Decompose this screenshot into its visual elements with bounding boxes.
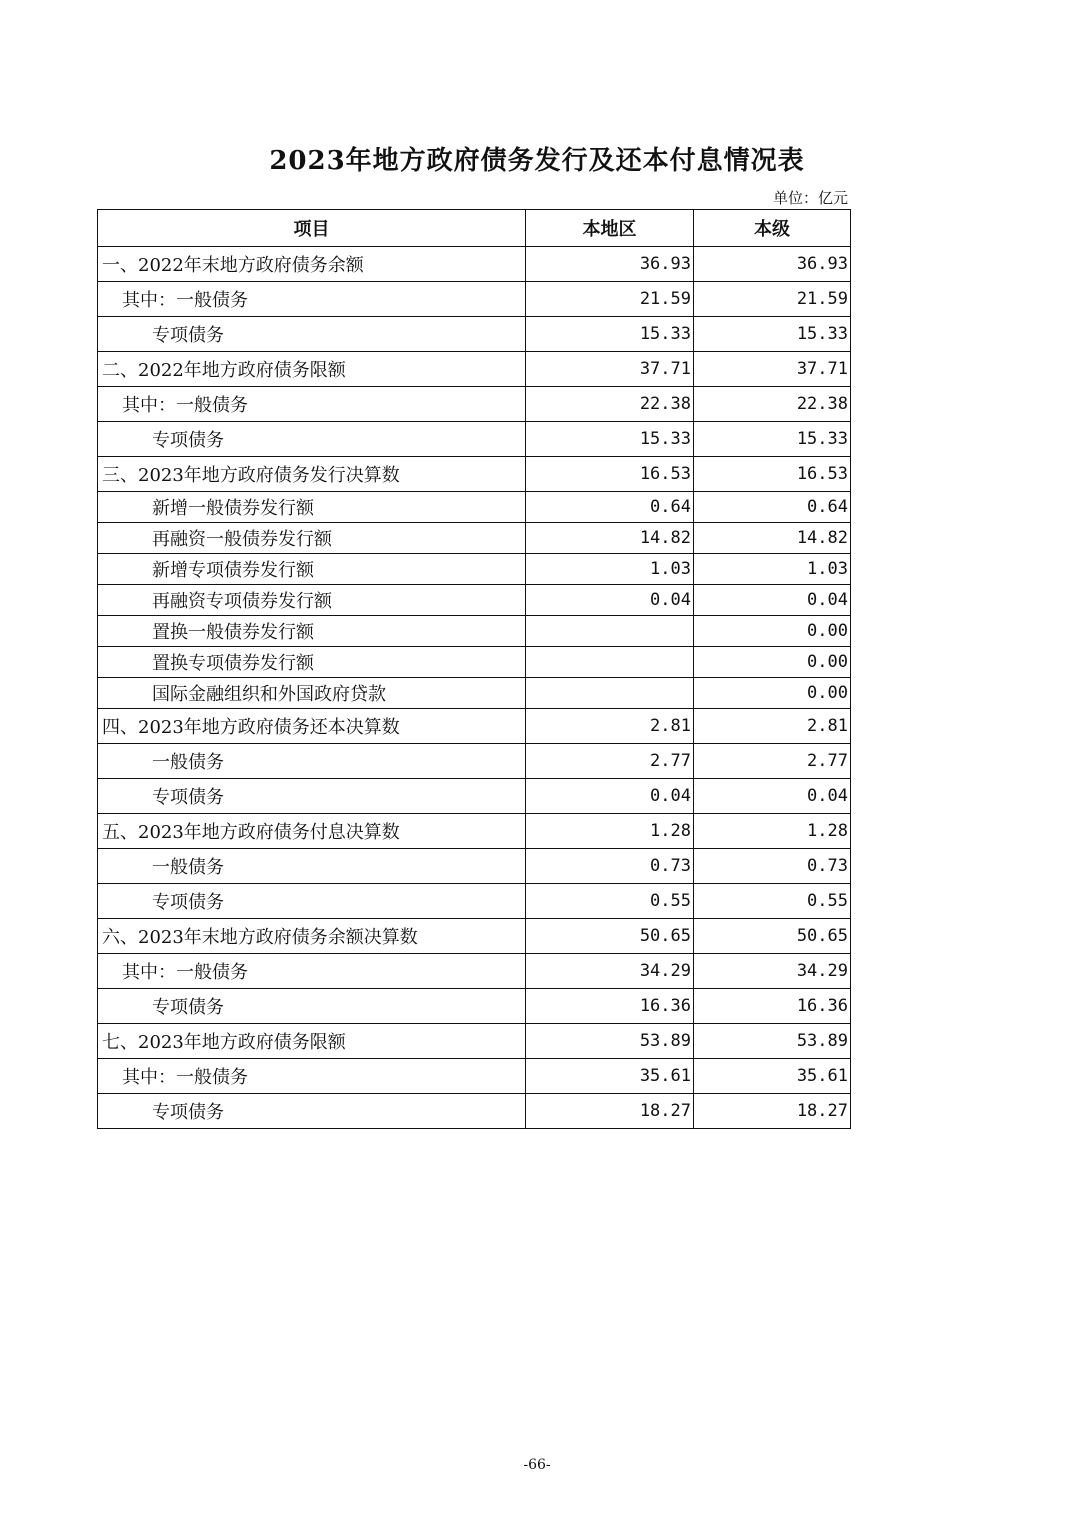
table-row <box>98 744 851 779</box>
table-row <box>98 457 851 492</box>
table-row <box>98 422 851 457</box>
header-item: 项目 <box>98 210 526 247</box>
table-row <box>98 989 851 1024</box>
level-value: 50.65 <box>694 919 851 954</box>
table-row <box>98 554 851 585</box>
row-label: 其中：一般债务 <box>98 387 526 422</box>
region-value: 0.73 <box>526 849 694 884</box>
table-row <box>98 492 851 523</box>
table-row <box>98 387 851 422</box>
level-value: 15.33 <box>694 422 851 457</box>
table-row <box>98 954 851 989</box>
level-value: 35.61 <box>694 1059 851 1094</box>
region-value: 0.64 <box>526 492 694 523</box>
region-value <box>526 616 694 647</box>
row-label: 再融资一般债券发行额 <box>98 523 526 554</box>
row-label: 四、2023年地方政府债务还本决算数 <box>98 709 526 744</box>
row-label: 其中：一般债务 <box>98 282 526 317</box>
row-label: 其中：一般债务 <box>98 1059 526 1094</box>
table-row <box>98 585 851 616</box>
region-value: 16.53 <box>526 457 694 492</box>
level-value: 0.73 <box>694 849 851 884</box>
table-row <box>98 884 851 919</box>
page-number: -66- <box>523 1457 551 1473</box>
level-value: 16.36 <box>694 989 851 1024</box>
table-row <box>98 1059 851 1094</box>
header-region: 本地区 <box>526 210 694 247</box>
region-value: 0.55 <box>526 884 694 919</box>
page-title: 2023年地方政府债务发行及还本付息情况表 <box>269 146 805 176</box>
region-value: 15.33 <box>526 422 694 457</box>
region-value: 1.03 <box>526 554 694 585</box>
level-value: 2.81 <box>694 709 851 744</box>
region-value: 36.93 <box>526 247 694 282</box>
row-label: 五、2023年地方政府债务付息决算数 <box>98 814 526 849</box>
level-value: 2.77 <box>694 744 851 779</box>
header-level: 本级 <box>694 210 851 247</box>
region-value: 53.89 <box>526 1024 694 1059</box>
level-value: 0.00 <box>694 647 851 678</box>
row-label: 专项债务 <box>98 1094 526 1129</box>
table-row <box>98 919 851 954</box>
row-label: 新增一般债券发行额 <box>98 492 526 523</box>
level-value: 37.71 <box>694 352 851 387</box>
region-value: 18.27 <box>526 1094 694 1129</box>
level-value: 0.64 <box>694 492 851 523</box>
level-value: 22.38 <box>694 387 851 422</box>
unit-label: 单位：亿元 <box>772 189 848 207</box>
debt-table <box>97 209 851 1129</box>
table-row <box>98 616 851 647</box>
region-value: 21.59 <box>526 282 694 317</box>
region-value: 2.81 <box>526 709 694 744</box>
region-value: 50.65 <box>526 919 694 954</box>
row-label: 专项债务 <box>98 779 526 814</box>
table-row <box>98 247 851 282</box>
table-row <box>98 647 851 678</box>
table-row <box>98 352 851 387</box>
level-value: 0.00 <box>694 616 851 647</box>
level-value: 36.93 <box>694 247 851 282</box>
level-value: 1.03 <box>694 554 851 585</box>
region-value: 15.33 <box>526 317 694 352</box>
row-label: 七、2023年地方政府债务限额 <box>98 1024 526 1059</box>
table-row <box>98 523 851 554</box>
region-value: 34.29 <box>526 954 694 989</box>
row-label: 其中：一般债务 <box>98 954 526 989</box>
table-row <box>98 779 851 814</box>
level-value: 16.53 <box>694 457 851 492</box>
row-label: 国际金融组织和外国政府贷款 <box>98 678 526 709</box>
row-label: 新增专项债券发行额 <box>98 554 526 585</box>
table-row <box>98 1094 851 1129</box>
level-value: 53.89 <box>694 1024 851 1059</box>
region-value: 0.04 <box>526 585 694 616</box>
row-label: 专项债务 <box>98 989 526 1024</box>
region-value <box>526 647 694 678</box>
row-label: 三、2023年地方政府债务发行决算数 <box>98 457 526 492</box>
table-row <box>98 709 851 744</box>
row-label: 专项债务 <box>98 317 526 352</box>
row-label: 一般债务 <box>98 849 526 884</box>
row-label: 置换专项债券发行额 <box>98 647 526 678</box>
region-value: 37.71 <box>526 352 694 387</box>
level-value: 1.28 <box>694 814 851 849</box>
region-value: 35.61 <box>526 1059 694 1094</box>
row-label: 专项债务 <box>98 422 526 457</box>
row-label: 六、2023年末地方政府债务余额决算数 <box>98 919 526 954</box>
region-value: 1.28 <box>526 814 694 849</box>
region-value: 16.36 <box>526 989 694 1024</box>
level-value: 18.27 <box>694 1094 851 1129</box>
table-row <box>98 282 851 317</box>
level-value: 34.29 <box>694 954 851 989</box>
region-value: 22.38 <box>526 387 694 422</box>
table-row <box>98 814 851 849</box>
table-row <box>98 317 851 352</box>
level-value: 0.55 <box>694 884 851 919</box>
table-row <box>98 678 851 709</box>
row-label: 置换一般债券发行额 <box>98 616 526 647</box>
header-row <box>98 210 851 247</box>
row-label: 二、2022年地方政府债务限额 <box>98 352 526 387</box>
table-row <box>98 1024 851 1059</box>
level-value: 15.33 <box>694 317 851 352</box>
region-value <box>526 678 694 709</box>
row-label: 再融资专项债券发行额 <box>98 585 526 616</box>
row-label: 专项债务 <box>98 884 526 919</box>
level-value: 0.04 <box>694 779 851 814</box>
level-value: 0.04 <box>694 585 851 616</box>
region-value: 14.82 <box>526 523 694 554</box>
region-value: 0.04 <box>526 779 694 814</box>
row-label: 一般债务 <box>98 744 526 779</box>
level-value: 21.59 <box>694 282 851 317</box>
region-value: 2.77 <box>526 744 694 779</box>
level-value: 0.00 <box>694 678 851 709</box>
row-label: 一、2022年末地方政府债务余额 <box>98 247 526 282</box>
table-row <box>98 849 851 884</box>
level-value: 14.82 <box>694 523 851 554</box>
